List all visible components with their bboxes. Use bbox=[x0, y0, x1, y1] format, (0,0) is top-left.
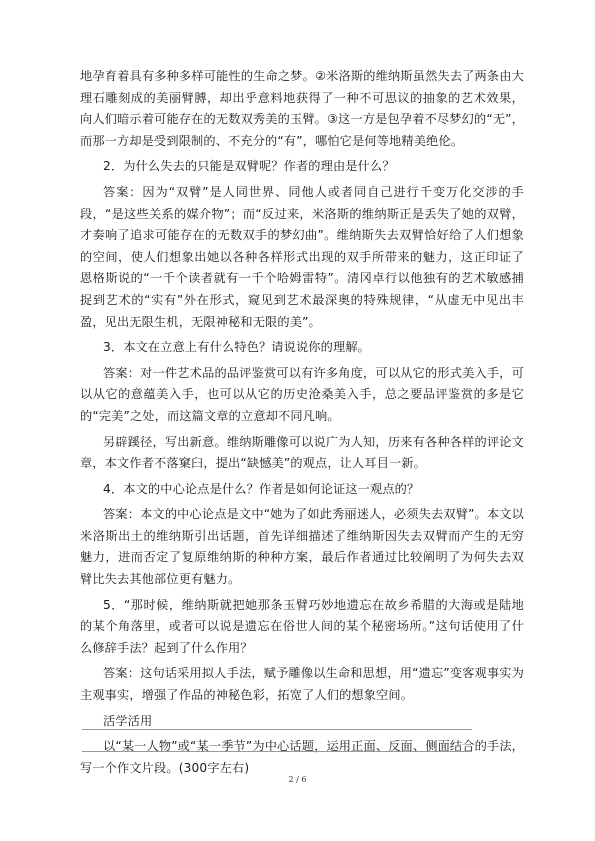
question-4: 4．本文的中心论点是什么？作者是如何论证这一观点的？ bbox=[103, 481, 420, 496]
question-5: 5．“那时候，维纳斯就把她那条玉臂巧妙地遗忘在故乡希腊的大海或是陆地的某个角落里，或者可以说是遗忘在俗世人间的某个秘密场所。”这句话使用了什么修辞手法？起到了什么作用？ bbox=[80, 597, 524, 655]
answer-3-continued: 另辟蹊径，写出新意。维纳斯雕像可以说广为人知，历来有各种各样的评论文章，本文作者不落窠臼，提出“缺憾美”的观点，让人耳目一新。 bbox=[80, 434, 524, 471]
question-2: 2．为什么失去的只能是双臂呢？作者的理由是什么？ bbox=[103, 159, 395, 174]
answer-4: 答案：本文的中心论点是文中“她为了如此秀丽迷人，必须失去双臂”。本文以米洛斯出土的维纳斯引出话题，首先详细描述了维纳斯因失去双臂而产生的无穷魅力，进而否定了复原维纳斯的种种方案，最后作者通过比较阐明了为何失去双臂比失去其他部位更有魅力。 bbox=[80, 507, 524, 587]
answer-2: 答案：因为“双臂”是人同世界、同他人或者同自己进行千变万化交涉的手段，“是这些关系的媒介物”；而“反过来，米洛斯的维纳斯正是丢失了她的双臂，才奏响了追求可能存在的无数双手的梦幻曲”。维纳斯失去双臂恰好给了人们想象的空间，使人们想象出她以各种各样形式出现的双手所带来的魅力，这正印证了恩格斯说的“一千个读者就有一千个哈姆雷特”。清冈卓行以他独有的艺术敏感捕捉到艺术的“实有”外在形式，窥见到艺术最深奥的特殊规律，“从虚无中见出丰盈，见出无限生机，无限神秘和无限的美”。 bbox=[80, 184, 524, 329]
section-heading: 活学活用 bbox=[103, 713, 153, 728]
writing-task: 以“某一人物”或“某一季节”为中心话题，运用正面、反面、侧面结合的手法，写一个作文片段。(300字左右) bbox=[80, 739, 524, 775]
document-body bbox=[80, 66, 524, 783]
answer-5: 答案：这句话采用拟人手法，赋予雕像以生命和思想，用“遗忘”变客观事实为主观事实，增强了作品的神秘色彩，拓宽了人们的想象空间。 bbox=[80, 666, 524, 703]
writing-line bbox=[82, 751, 472, 752]
page-number: 2 / 6 bbox=[288, 775, 307, 784]
question-3: 3．本文在立意上有什么特色？请说说你的理解。 bbox=[103, 340, 370, 355]
answer-3: 答案：对一件艺术品的品评鉴赏可以有许多角度，可以从它的形式美入手，可以从它的意蕴美入手，也可以从它的历史沧桑美入手，总之要品评鉴赏的多是它的“完美”之处，而这篇文章的立意却不同凡响。 bbox=[80, 365, 524, 423]
paragraph-continuation: 地孕育着具有多种多样可能性的生命之梦。②米洛斯的维纳斯虽然失去了两条由大理石雕刻成的美丽臂膊，却出乎意料地获得了一种不可思议的抽象的艺术效果，向人们暗示着可能存在的无数双秀美的玉臂。③这一方是包孕着不尽梦幻的“无”，而那一方却是受到限制的、不充分的“有”，哪怕它是何等地精美绝伦。 bbox=[80, 69, 524, 148]
writing-line bbox=[82, 729, 472, 730]
